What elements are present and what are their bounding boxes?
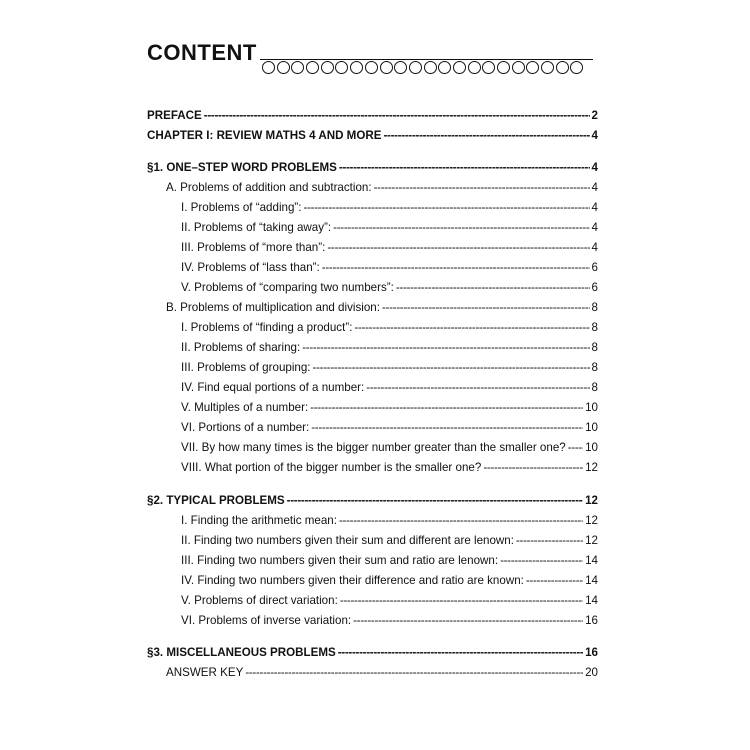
- toc-entry-label: ANSWER KEY: [166, 666, 244, 679]
- toc-entry-label: V. Multiples of a number:: [181, 401, 309, 414]
- toc-page-number: 16: [585, 646, 598, 659]
- toc-page-number: 6: [591, 261, 598, 274]
- toc-dot-leader: [374, 181, 590, 194]
- toc-page-number: 12: [585, 534, 598, 547]
- toc-entry-label: III. Finding two numbers given their sum and ratio are lenown:: [181, 554, 499, 567]
- toc-entry: [166, 301, 598, 321]
- toc-entry: [181, 401, 598, 421]
- toc-dot-leader: [339, 161, 590, 174]
- toc-entry-label: IV. Find equal portions of a number:: [181, 381, 365, 394]
- page-title: CONTENT: [147, 40, 257, 65]
- toc-page-number: 14: [585, 554, 598, 567]
- toc-dot-leader: [500, 554, 583, 567]
- toc-entry-label: B. Problems of multiplication and division:: [166, 301, 380, 314]
- toc-dot-leader: [311, 421, 583, 434]
- toc-entry: [181, 201, 598, 221]
- toc-entry-label: CHAPTER I: REVIEW MATHS 4 AND MORE: [147, 129, 382, 142]
- toc-entry-label: VI. Problems of inverse variation:: [181, 614, 352, 627]
- toc-page-number: 10: [585, 441, 598, 454]
- toc-entry-label: A. Problems of addition and subtraction:: [166, 181, 372, 194]
- toc-dot-leader: [382, 301, 590, 314]
- toc-entry: [181, 321, 598, 341]
- toc-dot-leader: [327, 241, 589, 254]
- toc-entry: [166, 666, 598, 686]
- toc-page-number: 8: [591, 301, 598, 314]
- toc-entry-label: I. Problems of “finding a product”:: [181, 321, 353, 334]
- toc-entry-label: V. Problems of direct variation:: [181, 594, 338, 607]
- toc-dot-leader: [313, 361, 590, 374]
- toc-page-number: 12: [585, 514, 598, 527]
- toc-dot-leader: [353, 614, 583, 627]
- toc-page-number: 8: [591, 321, 598, 334]
- toc-page-number: 12: [585, 461, 598, 474]
- toc-page-number: 6: [591, 281, 598, 294]
- toc-entry-label: II. Problems of “taking away”:: [181, 221, 332, 234]
- toc-entry: [181, 594, 598, 614]
- toc-entry: [181, 554, 598, 574]
- toc-dot-leader: [354, 321, 589, 334]
- toc-entry: [166, 181, 598, 201]
- toc-entry: [181, 221, 598, 241]
- toc-entry-label: IV. Problems of “lass than”:: [181, 261, 320, 274]
- toc-page-number: 4: [591, 129, 598, 142]
- toc-entry-label: III. Problems of “more than”:: [181, 241, 326, 254]
- toc-entry: [147, 646, 598, 666]
- toc-dot-leader: [204, 109, 590, 122]
- toc-entry-label: PREFACE: [147, 109, 202, 122]
- toc-page-number: 20: [585, 666, 598, 679]
- toc-entry: [181, 614, 598, 634]
- toc-entry: [181, 341, 598, 361]
- toc-dot-leader: [310, 401, 583, 414]
- toc-dot-leader: [396, 281, 590, 294]
- toc-dot-leader: [287, 494, 583, 507]
- toc-entry-label: V. Problems of “comparing two numbers”:: [181, 281, 394, 294]
- toc-dot-leader: [568, 441, 583, 454]
- toc-entry-label: §2. TYPICAL PROBLEMS: [147, 494, 285, 507]
- toc-page-number: 4: [591, 221, 598, 234]
- toc-entry: [181, 441, 598, 461]
- toc-dot-leader: [340, 594, 583, 607]
- toc-entry: [181, 381, 598, 401]
- toc-entry: [181, 281, 598, 301]
- toc-dot-leader: [338, 646, 583, 659]
- toc-page-number: 8: [591, 381, 598, 394]
- toc-dot-leader: [483, 461, 583, 474]
- toc-page-number: 4: [591, 181, 598, 194]
- toc-dot-leader: [333, 221, 589, 234]
- toc-dot-leader: [366, 381, 589, 394]
- toc-entry-label: I. Finding the arithmetic mean:: [181, 514, 337, 527]
- toc-entry: [181, 261, 598, 281]
- toc-entry-label: II. Problems of sharing:: [181, 341, 301, 354]
- toc-entry: [181, 534, 598, 554]
- toc-page-number: 4: [591, 241, 598, 254]
- toc-dot-leader: [339, 514, 583, 527]
- toc-entry-label: VI. Portions of a number:: [181, 421, 310, 434]
- toc-entry-label: VII. By how many times is the bigger number greater than the smaller one?: [181, 441, 566, 454]
- toc-entry-label: IV. Finding two numbers given their difference and ratio are known:: [181, 574, 524, 587]
- toc-entry-label: III. Problems of grouping:: [181, 361, 311, 374]
- toc-entry: [181, 241, 598, 261]
- toc-dot-leader: [526, 574, 583, 587]
- toc-page-number: 8: [591, 361, 598, 374]
- toc-entry: [181, 361, 598, 381]
- toc-page-number: 8: [591, 341, 598, 354]
- toc-page-number: 10: [585, 421, 598, 434]
- toc-page-number: 4: [591, 201, 598, 214]
- toc-dot-leader: [245, 666, 583, 679]
- toc-entry: [181, 574, 598, 594]
- toc-page-number: 14: [585, 574, 598, 587]
- toc-entry-label: §1. ONE–STEP WORD PROBLEMS: [147, 161, 337, 174]
- toc-entry: [147, 494, 598, 514]
- toc-page-number: 2: [591, 109, 598, 122]
- toc-page-number: 4: [591, 161, 598, 174]
- toc-entry: [147, 161, 598, 181]
- toc-page-number: 10: [585, 401, 598, 414]
- toc-entry: [181, 421, 598, 441]
- toc-entry: [181, 514, 598, 534]
- toc-dot-leader: [322, 261, 590, 274]
- toc-dot-leader: [302, 341, 589, 354]
- toc-entry: [147, 109, 598, 129]
- toc-dot-leader: [383, 129, 589, 142]
- toc-entry-label: §3. MISCELLANEOUS PROBLEMS: [147, 646, 336, 659]
- toc-dot-leader: [516, 534, 583, 547]
- toc-entry: [147, 129, 598, 149]
- toc-entry-label: II. Finding two numbers given their sum and different are lenown:: [181, 534, 514, 547]
- toc-page-number: 12: [585, 494, 598, 507]
- toc-page-number: 14: [585, 594, 598, 607]
- toc-entry-label: VIII. What portion of the bigger number is the smaller one?: [181, 461, 482, 474]
- toc-entry-label: I. Problems of “adding”:: [181, 201, 302, 214]
- toc-page-number: 16: [585, 614, 598, 627]
- toc-dot-leader: [304, 201, 590, 214]
- toc-entry: [181, 461, 598, 481]
